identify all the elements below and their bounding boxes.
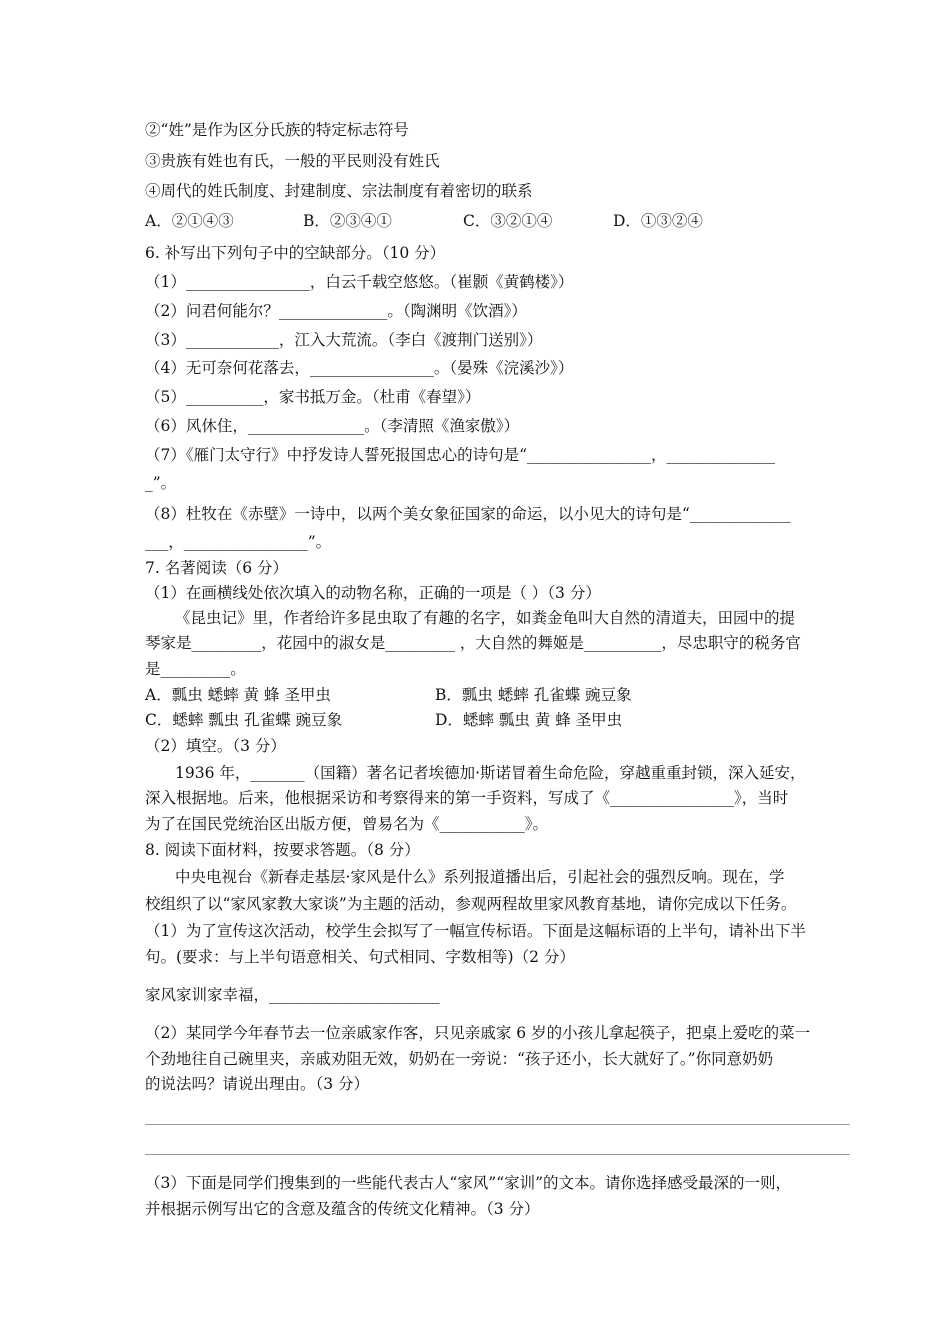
q7-para2-line2: 深入根据地。后来，他根据采访和考察得来的第一手资料，写成了《________________》，当时 bbox=[145, 789, 789, 807]
q8-task2-line3: 的说法吗？请说出理由。（3 分） bbox=[145, 1075, 370, 1093]
answer-line-2 bbox=[145, 1154, 850, 1155]
q7-option-c: C．蟋蟀 瓢虫 孔雀蝶 豌豆象 bbox=[145, 711, 343, 729]
q7-para2-line3: 为了在国民党统治区出版方便，曾易名为《___________》。 bbox=[145, 815, 549, 833]
q6-item-8: （8）杜牧在《赤壁》一诗中，以两个美女象征国家的命运，以小见大的诗句是“_____________ bbox=[145, 505, 791, 523]
q8-task3-line1: （3）下面是同学们搜集到的一些能代表古人“家风”“家训”的文本。请你选择感受最深的一则， bbox=[145, 1174, 792, 1192]
q8-task3-line2: 并根据示例写出它的含意及蕴含的传统文化精神。（3 分） bbox=[145, 1200, 540, 1218]
q6-item-7-cont: _”。 bbox=[145, 474, 177, 492]
q5-statement-2: ②“姓”是作为区分氏族的特定标志符号 bbox=[145, 121, 409, 139]
q7-option-a: A．瓢虫 蟋蟀 黄 蜂 圣甲虫 bbox=[145, 686, 331, 704]
q5-option-a: A．②①④③ bbox=[145, 212, 234, 230]
q5-statement-3: ③贵族有姓也有氏，一般的平民则没有姓氏 bbox=[145, 152, 440, 170]
answer-line-1 bbox=[145, 1124, 850, 1125]
q6-item-6: （6）风休住，_______________。（李清照《渔家傲》） bbox=[145, 417, 520, 435]
q7-para1-line1: 《昆虫记》里，作者给许多昆虫取了有趣的名字，如粪金龟叫大自然的清道夫，田园中的提 bbox=[175, 609, 796, 627]
q8-task1-line2: 句。(要求：与上半句语意相关、句式相同、字数相等)（2 分） bbox=[145, 948, 575, 966]
q6-item-3: （3）____________，江入大荒流。（李白《渡荆门送别》） bbox=[145, 331, 543, 349]
q7-para2-line1: 1936 年，_______（国籍）著名记者埃德加·斯诺冒着生命危险，穿越重重封锁，深入延安， bbox=[175, 764, 806, 782]
q7-para1-line2: 琴家是_________，花园中的淑女是_________ ，大自然的舞姬是__________，尽忠职守的税务官 bbox=[145, 634, 801, 652]
q6-item-5: （5）__________，家书抵万金。（杜甫《春望》） bbox=[145, 388, 481, 406]
q6-title: 6. 补写出下列句子中的空缺部分。（10 分） bbox=[145, 244, 446, 262]
q8-intro-line2: 校组织了以“家风家教大家谈”为主题的活动，参观两程故里家风教育基地，请你完成以下任务。 bbox=[145, 895, 797, 913]
q5-option-d: D．①③②④ bbox=[613, 212, 703, 230]
q8-task1-answer: 家风家训家幸福，______________________ bbox=[145, 986, 440, 1004]
q7-para1-line3: 是_________。 bbox=[145, 660, 246, 678]
q5-option-b: B．②③④① bbox=[303, 212, 392, 230]
q5-option-c: C．③②①④ bbox=[463, 212, 553, 230]
q6-item-1: （1）________________，白云千载空悠悠。（崔颢《黄鹤楼》） bbox=[145, 273, 574, 291]
q8-task2-line1: （2）某同学今年春节去一位亲戚家作客，只见亲戚家 6 岁的小孩儿拿起筷子，把桌上爱吃的菜一 bbox=[145, 1024, 811, 1042]
q5-statement-4: ④周代的姓氏制度、封建制度、宗法制度有着密切的联系 bbox=[145, 182, 533, 200]
q5-options bbox=[145, 210, 850, 232]
q8-title: 8. 阅读下面材料，按要求答题。（8 分） bbox=[145, 841, 420, 859]
q6-item-8-cont: ___，________________”。 bbox=[145, 533, 332, 551]
q8-intro-line1: 中央电视台《新春走基层·家风是什么》系列报道播出后，引起社会的强烈反响。现在，学 bbox=[175, 868, 785, 886]
q7-sub1: （1）在画横线处依次填入的动物名称，正确的一项是（ ）（3 分） bbox=[145, 584, 601, 602]
q7-title: 7. 名著阅读（6 分） bbox=[145, 559, 289, 577]
q6-item-7: （7）《雁门太守行》中抒发诗人誓死报国忠心的诗句是“________________，______________ bbox=[145, 446, 776, 464]
q6-item-2: （2）问君何能尔？______________。（陶渊明《饮酒》） bbox=[145, 302, 527, 320]
q6-item-4: （4）无可奈何花落去，________________。（晏殊《浣溪沙》） bbox=[145, 359, 574, 377]
q7-option-d: D．蟋蟀 瓢虫 黄 蜂 圣甲虫 bbox=[435, 711, 623, 729]
q8-task2-line2: 个劲地往自己碗里夹，亲戚劝阻无效，奶奶在一旁说：“孩子还小，长大就好了。”你同意奶奶 bbox=[145, 1050, 774, 1068]
q8-task1-line1: （1）为了宣传这次活动，校学生会拟写了一幅宣传标语。下面是这幅标语的上半句，请补出下半 bbox=[145, 922, 806, 940]
q7-sub2: （2）填空。（3 分） bbox=[145, 737, 286, 755]
q7-option-b: B．瓢虫 蟋蟀 孔雀蝶 豌豆象 bbox=[435, 686, 632, 704]
